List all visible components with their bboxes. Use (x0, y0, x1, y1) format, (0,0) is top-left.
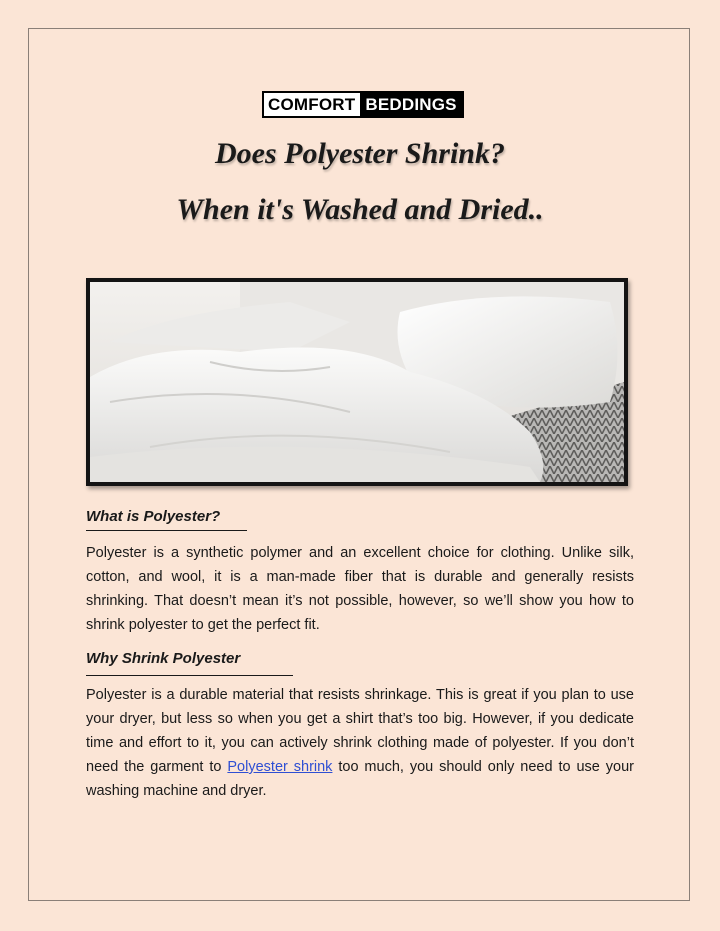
logo-part-beddings: BEDDINGS (360, 93, 461, 116)
comfort-beddings-logo[interactable] (262, 91, 464, 118)
section-divider (86, 530, 247, 531)
hero-image (86, 278, 628, 486)
section-heading-why-shrink-polyester: Why Shrink Polyester (86, 650, 241, 667)
page-title-line-2: When it's Washed and Dried.. (176, 193, 544, 226)
section-paragraph (86, 683, 634, 803)
polyester-shrink-link[interactable]: Polyester shrink (227, 759, 333, 775)
section-heading-what-is-polyester: What is Polyester? (86, 508, 221, 525)
bed-photo-icon (90, 282, 624, 482)
paragraph-text: too much, you should only need to use your washing machine and dryer. (86, 759, 634, 799)
paragraph-text: Polyester is a durable material that resists shrinkage. This is great if you plan to use your dryer, but less so when you get a shirt that’s too big. However, if you dedicate time and effort to it, you can actively shrink clothing made of polyester. If you don’t need the garment to (86, 687, 634, 775)
logo-part-comfort: COMFORT (264, 93, 360, 116)
section-divider (86, 675, 293, 676)
section-paragraph: Polyester is a synthetic polymer and an excellent choice for clothing. Unlike silk, cotton, and wool, it is a man-made fiber that is durable and generally resists shrinking. That doesn’t mean it’s not possible, however, so we’ll show you how to shrink polyester to get the perfect fit. (86, 545, 634, 633)
page-title-line-1: Does Polyester Shrink? (214, 137, 505, 170)
